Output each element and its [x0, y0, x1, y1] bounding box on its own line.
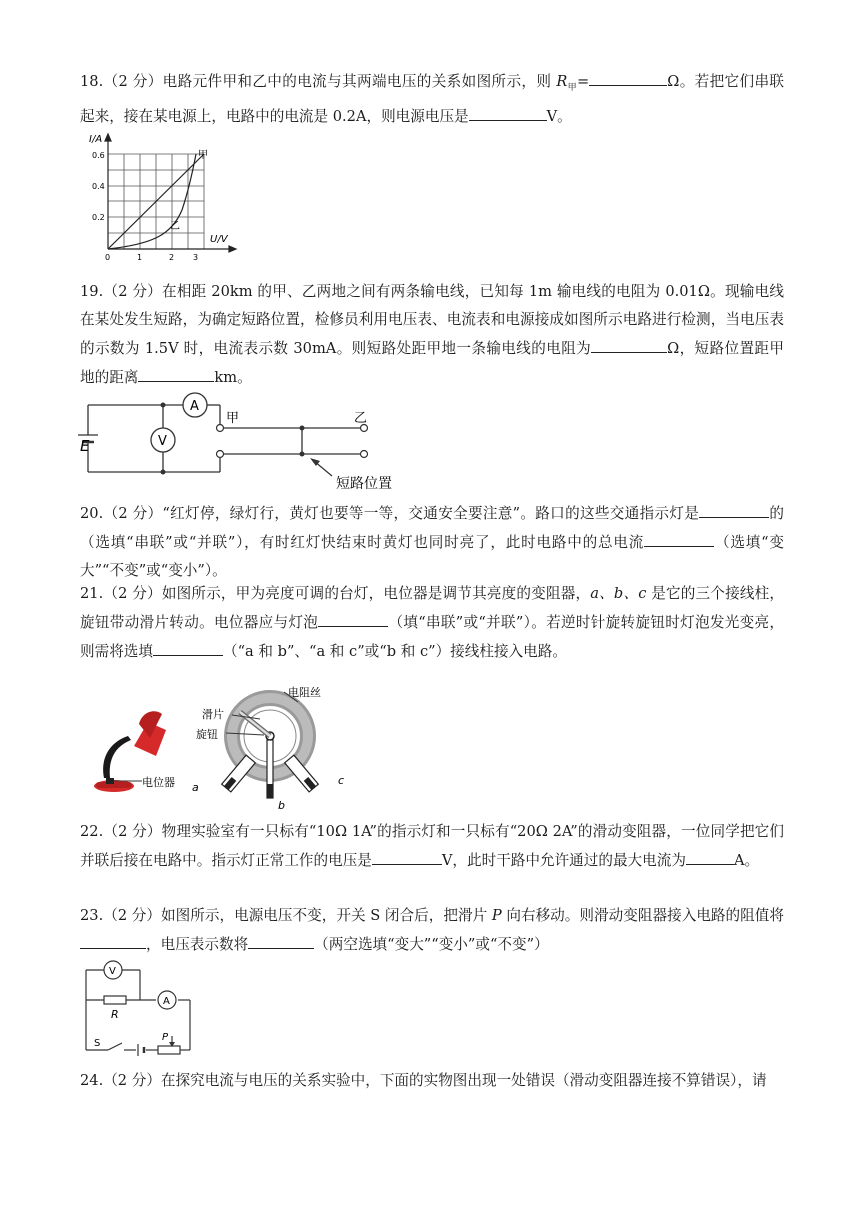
short-circuit-figure [78, 388, 418, 493]
answer-blank-21-2[interactable] [153, 637, 223, 656]
voltmeter-symbol: V [158, 434, 167, 449]
switch-label: S [94, 1038, 101, 1049]
question-24: 24.（2 分）在探究电流与电压的关系实验中，下面的实物图出现一处错误（滑动变阻器连接不算错误），请 [80, 1072, 767, 1089]
y-axis-label: I/A [89, 134, 103, 145]
battery-label: E [80, 437, 90, 455]
label-jia: 甲 [198, 150, 208, 161]
answer-blank-18-1[interactable] [589, 67, 667, 86]
ammeter-symbol: A [190, 399, 199, 414]
short-circuit-label: 短路位置 [336, 476, 392, 492]
x-tick-0: 0 [105, 253, 111, 262]
terminal-a: a [192, 781, 199, 794]
label-yi: 乙 [170, 221, 180, 232]
question-21: 21.（2 分）如图所示，甲为亮度可调的台灯，电位器是调节其亮度的变阻器，a、b、c 是它的三个接线柱，旋钮带动滑片转动。电位器应与灯泡 （填“串联”或“并联”）。若逆时针旋转旋钮时灯泡发光变亮，则需将选填 （“a 和 b”、“a 和 c”或“b 和 c”）接线柱接入电路。 [80, 585, 784, 660]
answer-blank-23-2[interactable] [248, 930, 314, 949]
question-22: 22.（2 分）物理实验室有一只标有“10Ω 1A”的指示灯和一只标有“20Ω 2A”的滑动变阻器，一位同学把它们并联后接在电路中。指示灯正常工作的电压是 V，此时干路中允许通过的最大电流为 A。 [80, 823, 784, 869]
answer-blank-20-2[interactable] [644, 528, 714, 547]
resistance-wire-label: 电阻丝 [288, 686, 321, 699]
iv-graph [84, 130, 244, 262]
potentiometer-caption: 电位器 [142, 776, 175, 789]
potentiometer [222, 698, 319, 798]
terminal-b: b [278, 799, 285, 811]
answer-blank-22-1[interactable] [372, 846, 442, 865]
slider-p-label: P [162, 1032, 169, 1043]
p-symbol: P [491, 907, 502, 924]
answer-blank-23-1[interactable] [80, 930, 146, 949]
answer-blank-21-1[interactable] [318, 608, 388, 627]
r-symbol: R [556, 73, 568, 90]
x-tick-2: 2 [169, 253, 175, 262]
question-20: 20.（2 分）“红灯停，绿灯行，黄灯也要等一等，交通安全要注意”。路口的这些交通指示灯是 的（选填“串联”或“并联”），有时红灯快结束时黄灯也同时亮了，此时电路中的总电流 （选填“变大”“不变”或“变小”）。 [80, 499, 784, 585]
answer-blank-20-1[interactable] [699, 499, 769, 518]
answer-blank-22-2[interactable] [686, 846, 734, 865]
x-axis-label: U/V [210, 234, 228, 245]
answer-blank-19-1[interactable] [591, 334, 667, 353]
curve-yi [108, 154, 196, 249]
question-23: 23.（2 分）如图所示，电源电压不变，开关 S 闭合后，把滑片 P 向右移动。则滑动变阻器接入电路的阻值将，电压表示数将 （两空选填“变大”“变小”或“不变”） [80, 907, 784, 953]
question-19: 19.（2 分）在相距 20km 的甲、乙两地之间有两条输电线，已知每 1m 输电线的电阻为 0.01Ω。现输电线在某处发生短路，为确定短路位置，检修员利用电压表、电流表和电源接成如图所示电路进行检测，当电压表的示数为 1.5V 时，电流表示数 30mA。则短路处距甲地一条输电线的电阻为 Ω，短路位置距甲地的距离 km。 [80, 283, 784, 386]
voltmeter-symbol: V [109, 966, 116, 977]
r-subscript: 甲 [567, 82, 578, 93]
terminal-vars: a、b、c [590, 585, 647, 602]
label-yi: 乙 [354, 411, 368, 426]
slider-circuit-figure [82, 960, 202, 1060]
lamp-potentiometer-figure [84, 686, 384, 811]
label-jia: 甲 [226, 411, 240, 426]
terminal-c: c [338, 774, 345, 787]
x-tick-1: 1 [137, 253, 143, 262]
resistor-label: R [111, 1008, 119, 1021]
knob-label: 旋钮 [196, 728, 218, 741]
slider-label: 滑片 [202, 708, 224, 721]
ammeter-symbol: A [163, 996, 170, 1007]
x-tick-3: 3 [193, 253, 199, 262]
y-tick-02: 0.2 [92, 213, 105, 222]
question-18: 18.（2 分）电路元件甲和乙中的电流与其两端电压的关系如图所示，则 $R_甲= \Omega$。若把它们串联起来，接在某电源上，电路中的电流是 0.2A，则电源电压是 V。 [80, 67, 784, 131]
y-tick-06: 0.6 [92, 151, 105, 160]
answer-blank-19-2[interactable] [138, 363, 214, 382]
y-tick-04: 0.4 [92, 182, 105, 191]
answer-blank-18-2[interactable] [469, 102, 547, 121]
